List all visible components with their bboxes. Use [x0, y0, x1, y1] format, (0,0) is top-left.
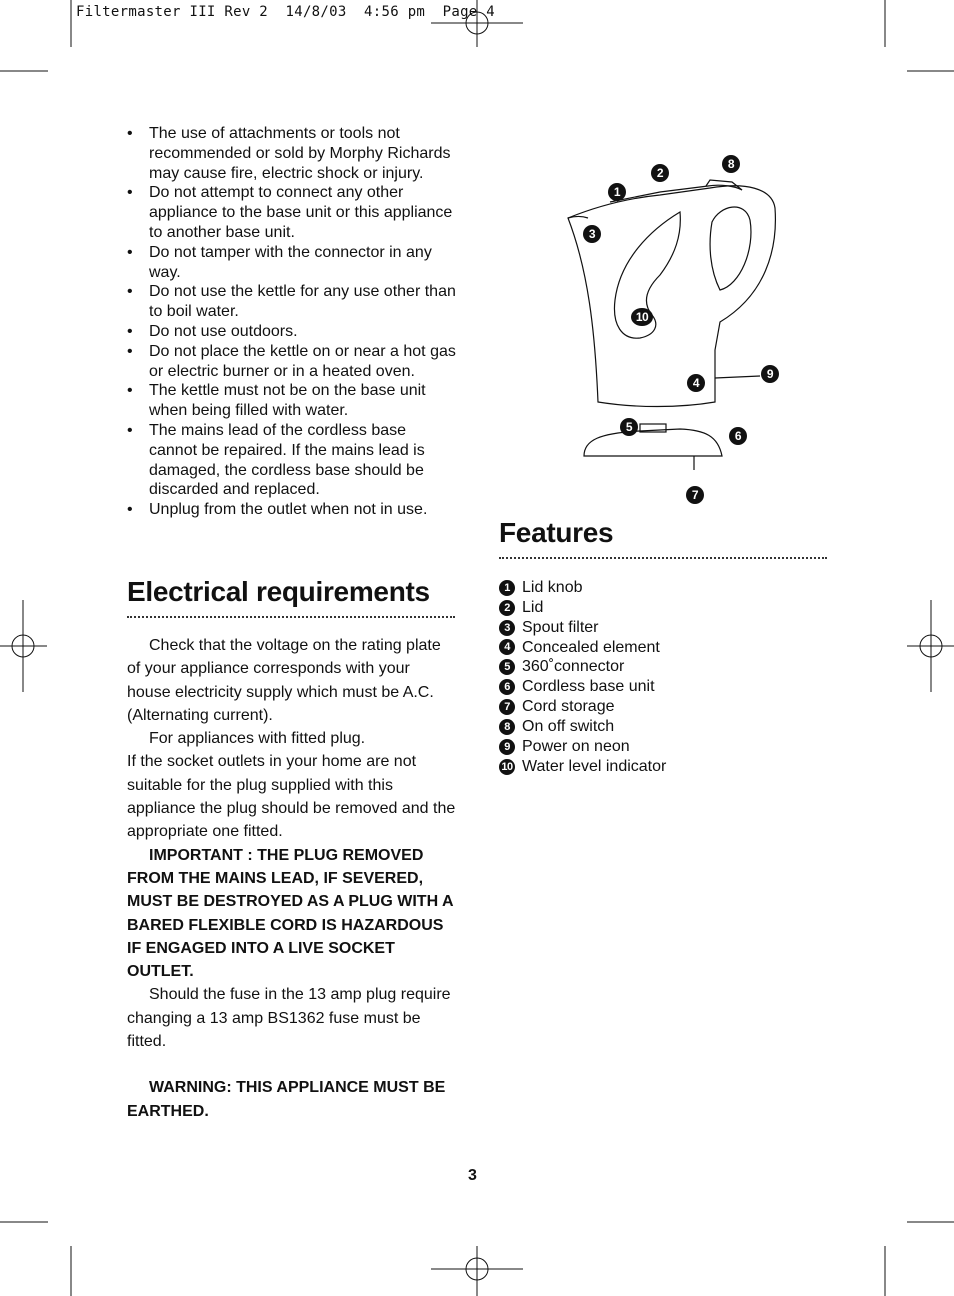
safety-bullet: • The mains lead of the cordless base cannot be repaired. If the mains lead is damaged, the cordless base should be discarded and replaced.	[127, 421, 457, 500]
diagram-callout-7: 7	[686, 486, 704, 504]
diagram-callout-10: 10	[631, 308, 653, 326]
diagram-callout-3: 3	[583, 225, 601, 243]
features-heading: Features	[499, 517, 827, 559]
diagram-callout-1: 1	[608, 183, 626, 201]
feature-label: 360˚connector	[522, 658, 625, 676]
print-slug: Filtermaster III Rev 2 14/8/03 4:56 pm Page 4	[76, 4, 495, 20]
feature-label: Cordless base unit	[522, 678, 655, 696]
features-list	[499, 578, 666, 776]
diagram-callout-4: 4	[687, 374, 705, 392]
electrical-paragraph: For appliances with fitted plug.	[149, 730, 366, 748]
feature-item	[499, 618, 666, 638]
feature-item	[499, 657, 666, 677]
earthing-warning: WARNING: THIS APPLIANCE MUST BE EARTHED.	[127, 1079, 446, 1120]
feature-number-badge: 6	[499, 679, 515, 695]
features-heading-block	[499, 517, 827, 559]
feature-number-badge: 8	[499, 719, 515, 735]
safety-bullet: • Do not attempt to connect any other appliance to the base unit or this appliance to another base unit.	[127, 183, 457, 242]
safety-list-column	[127, 124, 457, 520]
electrical-requirements-heading-block	[127, 576, 455, 618]
diagram-callout-9: 9	[761, 365, 779, 383]
feature-label: Lid knob	[522, 579, 583, 596]
safety-bullet: • Do not use outdoors.	[127, 322, 457, 342]
diagram-callout-6: 6	[729, 427, 747, 445]
important-warning: IMPORTANT : THE PLUG REMOVED FROM THE MAINS LEAD, IF SEVERED, MUST BE DESTROYED AS A PLUG WITH A BARED FLEXIBLE CORD IS HAZARDOUS IF ENGAGED INTO A LIVE SOCKET OUTLET.	[127, 846, 453, 981]
feature-number-badge: 4	[499, 639, 515, 655]
feature-number-badge: 3	[499, 620, 515, 636]
feature-item	[499, 697, 666, 717]
feature-number-badge: 10	[499, 759, 515, 775]
kettle-diagram	[560, 150, 800, 470]
safety-bullet: • Do not use the kettle for any use other than to boil water.	[127, 282, 457, 322]
feature-item	[499, 737, 666, 757]
feature-item	[499, 717, 666, 737]
feature-label: On off switch	[522, 717, 615, 735]
feature-item	[499, 757, 666, 777]
feature-label: Concealed element	[522, 638, 660, 656]
safety-bullet-list	[127, 124, 457, 520]
feature-item	[499, 578, 666, 598]
safety-bullet: • The kettle must not be on the base unit when being filled with water.	[127, 381, 457, 421]
feature-label: Water level indicator	[522, 757, 667, 775]
feature-item	[499, 638, 666, 658]
safety-bullet: • The use of attachments or tools not recommended or sold by Morphy Richards may cause fire, electric shock or injury.	[127, 124, 457, 183]
safety-bullet: • Do not place the kettle on or near a hot gas or electric burner or in a heated oven.	[127, 342, 457, 382]
electrical-paragraph: Check that the voltage on the rating plate of your appliance corresponds with your house electricity supply which must be A.C. (Alternating current).	[127, 637, 441, 724]
feature-number-badge: 7	[499, 699, 515, 715]
feature-label: Cord storage	[522, 698, 615, 716]
safety-bullet: • Unplug from the outlet when not in use.	[127, 500, 457, 520]
diagram-callout-8: 8	[722, 155, 740, 173]
feature-label: Lid	[522, 598, 544, 616]
diagram-callout-5: 5	[620, 418, 638, 436]
feature-label: Spout filter	[522, 618, 599, 636]
electrical-paragraph: Should the fuse in the 13 amp plug require changing a 13 amp BS1362 fuse must be fitted.	[127, 986, 451, 1051]
electrical-paragraph: If the socket outlets in your home are not suitable for the plug supplied with this appliance the plug should be removed and the appropriate one fitted.	[127, 753, 456, 841]
electrical-requirements-body	[127, 634, 457, 1123]
electrical-requirements-heading: Electrical requirements	[127, 576, 455, 618]
feature-number-badge: 2	[499, 600, 515, 616]
safety-bullet: • Do not tamper with the connector in any way.	[127, 243, 457, 283]
page-number: 3	[468, 1167, 477, 1184]
feature-item	[499, 677, 666, 697]
feature-number-badge: 1	[499, 580, 515, 596]
feature-number-badge: 9	[499, 739, 515, 755]
diagram-callout-2: 2	[651, 164, 669, 182]
feature-item	[499, 598, 666, 618]
feature-number-badge: 5	[499, 659, 515, 675]
feature-label: Power on neon	[522, 737, 630, 755]
